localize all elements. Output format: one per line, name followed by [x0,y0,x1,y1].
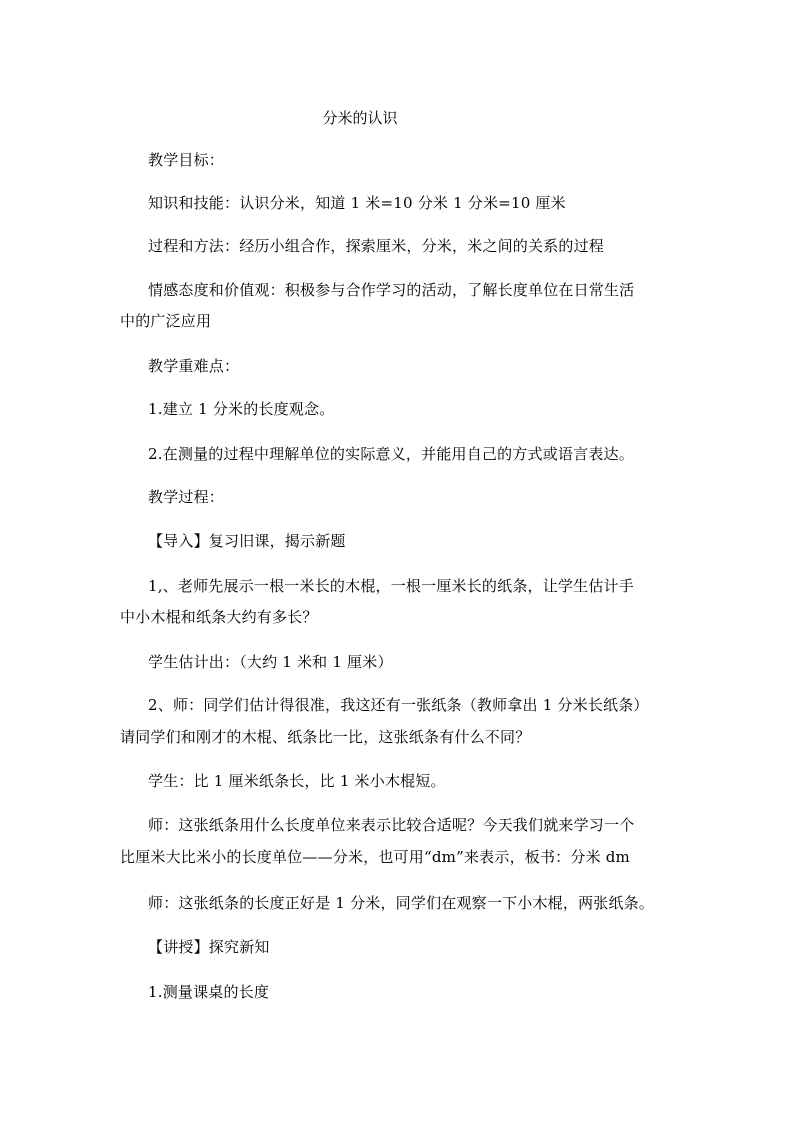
text-line: 学生估计出：（大约 1 米和 1 厘米） [148,653,393,671]
text-line: 【导入】复习旧课，揭示新题 [148,532,346,550]
text-line: 1.建立 1 分米的长度观念。 [148,400,335,418]
text-line: 1,、老师先展示一根一米长的木棍，一根一厘米长的纸条，让学生估计手 [148,577,634,595]
text-line: 师：这张纸条用什么长度单位来表示比较合适呢？今天我们就来学习一个 [148,816,635,834]
text-line: 教学过程： [148,488,225,506]
page-title: 分米的认识 [322,109,398,127]
text-line: 情感态度和价值观：积极参与合作学习的活动，了解长度单位在日常生活 [148,281,635,299]
text-line: 教学重难点： [148,357,240,375]
text-line: 教学目标： [148,151,225,169]
text-line: 2、师：同学们估计得很准，我这还有一张纸条（教师拿出 1 分米长纸条） [148,696,649,714]
text-line: 1.测量课桌的长度 [148,983,270,1001]
text-line: 过程和方法：经历小组合作，探索厘米，分米，米之间的关系的过程 [148,237,605,255]
text-line: 知识和技能：认识分米，知道 1 米=10 分米 1 分米=10 厘米 [148,194,566,212]
text-line: 请同学们和刚才的木棍、纸条比一比，这张纸条有什么不同？ [120,728,531,746]
text-line: 学生：比 1 厘米纸条长，比 1 米小木棍短。 [148,772,446,790]
text-line: 中小木棍和纸条大约有多长？ [120,608,318,626]
text-line: 中的广泛应用 [120,312,212,330]
text-line: 2.在测量的过程中理解单位的实际意义，并能用自己的方式或语言表达。 [148,445,634,463]
text-line: 【讲授】探究新知 [148,938,270,956]
text-line: 师：这张纸条的长度正好是 1 分米，同学们在观察一下小木棍，两张纸条。 [148,894,655,912]
text-line: 比厘米大比米小的长度单位——分米，也可用“dm”来表示，板书：分米 dm [120,848,630,866]
